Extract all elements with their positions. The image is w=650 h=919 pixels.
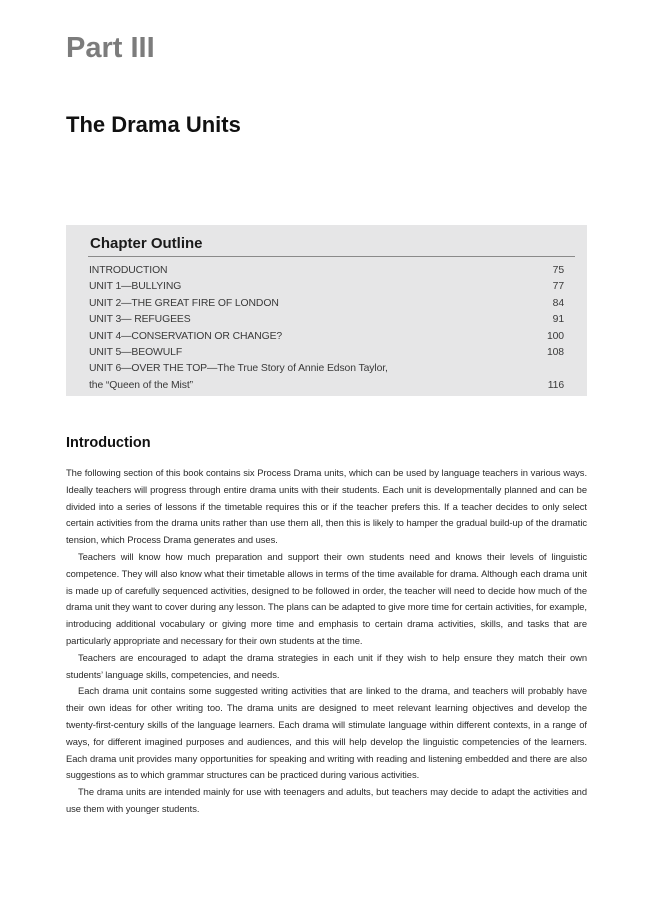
toc-item-title: UNIT 6—OVER THE TOP—The True Story of Annie Edson Taylor, the “Queen of the Mist”: [89, 363, 388, 391]
toc-item-page: 116: [547, 379, 564, 391]
section-heading-introduction: Introduction: [66, 435, 151, 451]
page-title: The Drama Units: [66, 112, 241, 137]
toc-item-title: INTRODUCTION: [89, 265, 168, 276]
toc-item-page: 108: [546, 347, 564, 359]
toc-item-unit-3[interactable]: [89, 312, 564, 328]
toc-item-page: 84: [552, 297, 564, 309]
introduction-body: [66, 465, 587, 818]
outline-divider: [88, 256, 575, 257]
toc-item-unit-6[interactable]: [89, 361, 564, 394]
part-label: Part III: [66, 32, 155, 64]
toc-item-unit-1[interactable]: [89, 279, 564, 295]
toc-item-title: UNIT 5—BEOWULF: [89, 347, 183, 359]
paragraph: Each drama unit contains some suggested writing activities that are linked to the drama, and teachers will probably have their own ideas for other writing too. The drama units are designed to meet relevant learning objectives and develop the twenty-first-century skills of the language learners. Each drama will stimulate language within different contexts, in a range of ways, for different imagined purposes and audiences, and this will help develop the linguistic competencies of the learners. Each drama unit provides many opportunities for speaking and writing with reading and listening embedded and there are also suggestions as to which grammar structures can be practiced during various activities.: [66, 685, 587, 781]
paragraph: The drama units are intended mainly for use with teenagers and adults, but teachers may decide to adapt the activities and use them with younger students.: [66, 786, 587, 814]
table-of-contents: [89, 263, 564, 394]
toc-item-unit-5[interactable]: [89, 345, 564, 361]
paragraph: Teachers will know how much preparation and support their own students need and knows their levels of linguistic competence. They will also know what their timetable allows in terms of the time available for drama. Although each drama unit is made up of carefully sequenced activities, designed to be followed in order, the teacher will need to decide how much of the drama unit they want to cover during any lesson. The plans can be adapted to give more time for certain activities, for example, introducing additional vocabulary or giving more time and emphasis to certain drama activities, skills, and tasks that are particularly appropriate and necessary for their own students at the time.: [66, 550, 587, 646]
toc-item-title: UNIT 1—BULLYING: [89, 281, 182, 293]
toc-item-page: 77: [552, 281, 564, 293]
toc-item-introduction[interactable]: [89, 263, 564, 279]
toc-item-unit-4[interactable]: [89, 329, 564, 345]
paragraph: Teachers are encouraged to adapt the drama strategies in each unit if they wish to help ensure they match their own students’ language skills, competencies, and needs.: [66, 651, 587, 680]
toc-item-page: 91: [552, 314, 564, 326]
toc-item-page: 75: [552, 265, 564, 276]
toc-item-unit-2[interactable]: [89, 296, 564, 312]
paragraph: The following section of this book contains six Process Drama units, which can be used by language teachers in various ways. Ideally teachers will progress through entire drama units with their students. Each unit is developmentally planned and can be divided into a series of lessons if the timetable requires this or if the teacher prefers this. If a teacher decides to only select certain activities from the drama units rather than use them all, then this is likely to hamper the gradual build-up of the dramatic tension, which Process Drama generates and uses.: [66, 467, 587, 546]
toc-item-page: 100: [546, 330, 564, 342]
toc-item-title: UNIT 2—THE GREAT FIRE OF LONDON: [89, 297, 279, 309]
chapter-outline-box: [66, 225, 587, 396]
chapter-outline-heading: Chapter Outline: [90, 235, 203, 252]
toc-item-title: UNIT 4—CONSERVATION OR CHANGE?: [89, 330, 283, 342]
toc-item-title: UNIT 3— REFUGEES: [89, 314, 191, 326]
